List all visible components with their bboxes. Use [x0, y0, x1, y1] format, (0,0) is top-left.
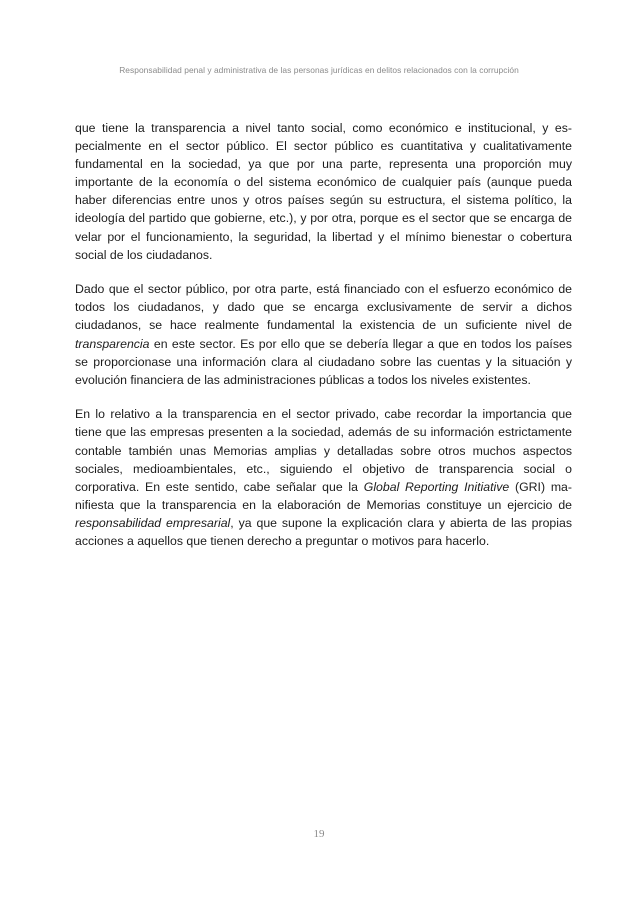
paragraph [75, 119, 572, 264]
paragraph [75, 280, 572, 389]
text-run: que tiene la transparencia a nivel tanto social, como económico e institucional, y especialmente en el sector público. El sector público es cuantitativa y cualitativamente fundamental en la sociedad, ya que por una parte, representa una proporción muy importante de la economía o del sistema económico de cualquier país (aunque pueda haber diferencias entre unos y otros países según su estructura, el sistema político, la ideología del partido que gobierne, etc.), y por otra, porque es el sector que se encarga de velar por el funcionamiento, la seguridad, la libertad y el mínimo bienestar o cobertura social de los ciudadanos. [75, 121, 572, 262]
text-run: Dado que el sector público, por otra parte, está financiado con el esfuerzo económico de todos los ciudadanos, y dado que se encarga exclusivamente de servir a dichos ciudadanos, se hace realmente fundamental la existencia de un suficiente nivel de [75, 282, 572, 333]
running-header: Responsabilidad penal y administrativa de las personas jurídicas en delitos relacionados con la corrupción [119, 65, 519, 75]
paragraph [75, 405, 572, 550]
text-run: , ya que supone la explicación clara y abierta de las propias acciones a aquellos que tienen derecho a preguntar o motivos para hacerlo. [75, 515, 572, 548]
italic-term: Global Reporting Initiative [363, 479, 510, 494]
text-run: en este sector. Es por ello que se debería llegar a que en todos los países se proporcionase una información clara al ciudadano sobre las cuentas y la situación y evolución financiera de las administraciones públicas a todos los niveles existentes. [75, 336, 572, 387]
italic-term: responsabilidad empresarial [75, 515, 231, 530]
text-run: (GRI) manifiesta que la transparencia en la elaboración de Memorias constituye un ejercicio de [75, 479, 573, 512]
italic-term: transparencia [75, 336, 150, 351]
page-number: 19 [313, 828, 325, 840]
body-text [75, 119, 572, 567]
text-run: En lo relativo a la transparencia en el sector privado, cabe recordar la importancia que tiene que las empresas presenten a la sociedad, además de su información estrictamente contable también unas Memorias amplias y detalladas sobre otros muchos aspectos sociales, medioambientales, etc., siguiendo el objetivo de transparencia social o corporativa. En este sentido, cabe señalar que la [75, 407, 572, 494]
